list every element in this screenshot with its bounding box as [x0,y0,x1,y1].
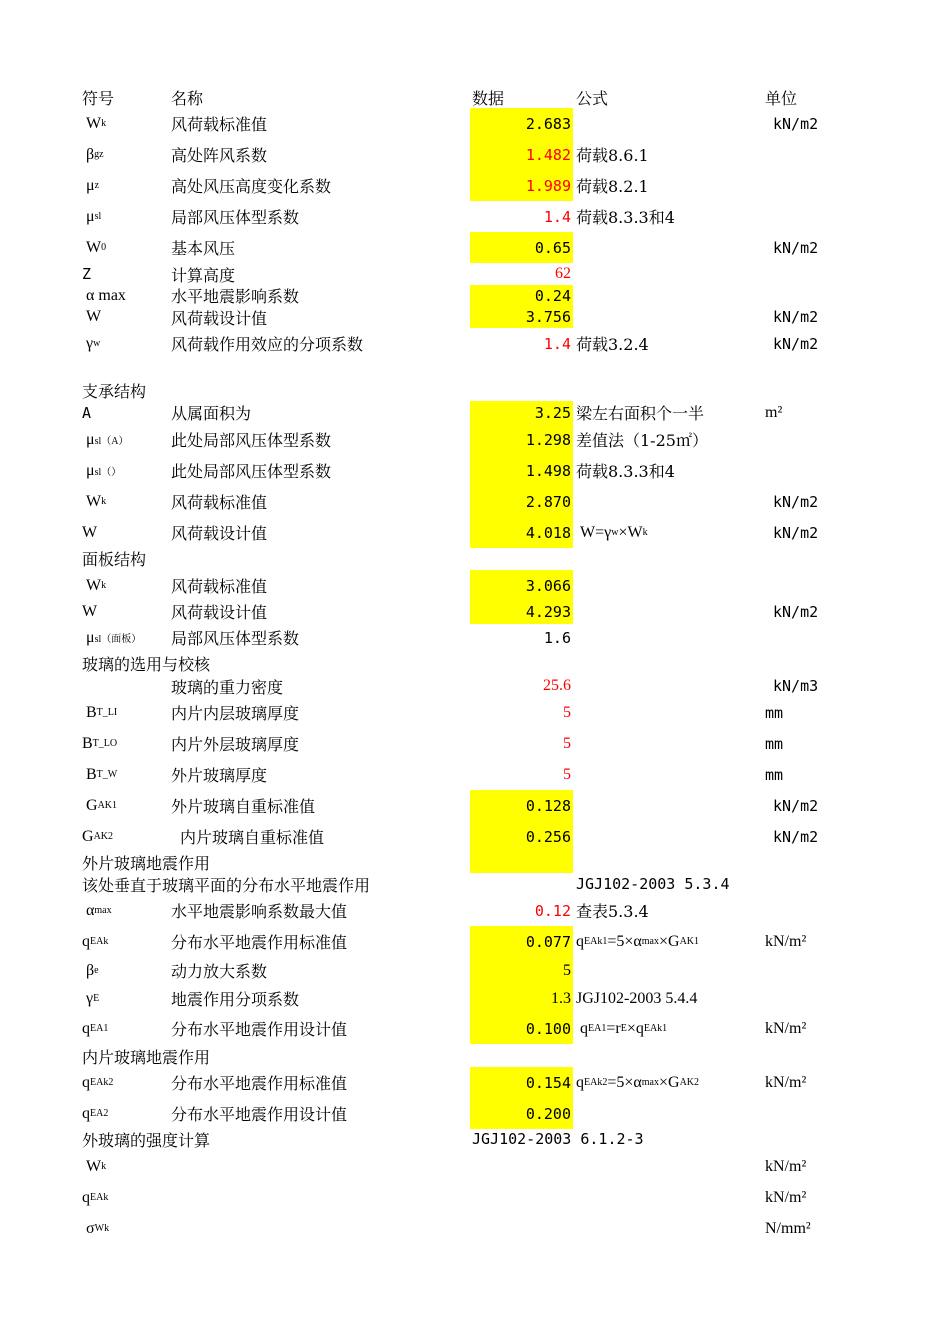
name-cell: 风荷载作用效应的分项系数 [171,335,364,354]
symbol-cell: B T_LO [82,734,118,752]
value-cell[interactable]: 0.200 [470,1098,573,1129]
table-row [0,517,950,548]
table-row [0,170,950,201]
header-name: 名称 [171,89,204,108]
symbol-cell: q EA2 [82,1104,109,1122]
name-cell: 此处局部风压体型系数 [171,462,332,481]
symbol-cell: β gz [86,145,104,163]
value-cell[interactable]: 3.066 [470,570,573,601]
formula-cell: q EAk2 =5×α max ×G AK2 [576,1073,700,1091]
table-row [0,328,950,359]
table-row [0,455,950,486]
unit-cell: kN/m2 [773,827,819,846]
highlight-cell [470,852,573,873]
unit-cell: mm [765,734,784,753]
symbol-cell: G AK2 [82,827,114,845]
symbol-cell: G AK1 [86,796,118,814]
symbol-cell: γ E [86,989,100,1007]
header-data: 数据 [472,89,505,108]
table-row [0,1098,950,1129]
unit-cell: kN/m2 [773,308,819,326]
formula-cell: 荷载8.3.3和4 [576,462,675,481]
value-cell[interactable]: 62 [555,265,571,282]
symbol-cell: μ z [86,176,100,194]
symbol-cell: W [86,308,102,325]
formula-cell: q EA1 =r E ×q EAk1 [580,1019,668,1037]
symbol-cell: B T_LI [86,703,118,721]
name-cell: 风荷载标准值 [171,577,268,596]
unit-cell: mm [765,765,784,784]
name-cell: 水平地震影响系数最大值 [171,902,348,921]
unit-cell: kN/m² [765,932,807,950]
table-row [0,728,950,759]
table-row [0,108,950,139]
table-row [0,285,950,306]
symbol-cell: W k [86,492,107,510]
table-row [0,1067,950,1098]
section-title [0,852,950,873]
table-row [0,926,950,957]
value-cell[interactable]: 2.683 [470,108,573,139]
value-cell[interactable]: 3.25 [470,401,573,424]
table-row [0,821,950,852]
value-cell[interactable]: 1.482 [470,139,573,170]
table-row [0,401,950,424]
value-cell[interactable]: 0.256 [470,821,573,852]
value-cell[interactable]: 1.989 [470,170,573,201]
unit-cell: kN/m² [765,1157,807,1175]
value-cell[interactable]: 5 [470,957,573,984]
header-formula: 公式 [576,89,609,108]
table-row [0,984,950,1013]
symbol-cell: α max [86,286,126,304]
table-row [0,697,950,728]
value-cell[interactable]: 3.756 [470,306,573,328]
section-title-text: 内片玻璃地震作用 [82,1047,211,1067]
formula-cell: 荷载3.2.4 [576,335,649,354]
value-cell[interactable]: 5 [563,734,571,752]
section-title [0,873,950,895]
value-cell[interactable]: 1.4 [543,207,571,226]
table-row [0,263,950,285]
name-cell: 水平地震影响系数 [171,287,300,306]
unit-cell: m² [765,403,783,421]
unit-cell: mm [765,703,784,722]
unit-cell: kN/m2 [773,523,819,542]
unit-cell: kN/m² [765,1188,807,1206]
symbol-cell: q EAk [82,1188,109,1206]
table-row [0,1213,950,1244]
table-row [0,486,950,517]
table-row [0,139,950,170]
name-cell: 分布水平地震作用标准值 [171,1074,348,1093]
name-cell: 风荷载设计值 [171,308,268,328]
name-cell: 高处阵风系数 [171,146,268,165]
unit-cell: kN/m2 [773,334,819,353]
symbol-cell: q EAk [82,932,109,950]
table-row [0,570,950,601]
formula-cell: W=γ w ×W k [580,523,648,541]
unit-cell: kN/m2 [773,492,819,511]
symbol-cell: A [82,403,92,422]
unit-cell: kN/m3 [773,677,819,695]
header-unit: 单位 [765,89,798,108]
table-row [0,895,950,926]
formula-cell: JGJ102-2003 5.3.4 [576,875,730,893]
symbol-cell: W k [86,1157,107,1175]
name-cell: 计算高度 [171,265,236,285]
unit-cell: N/mm² [765,1219,811,1237]
symbol-cell: q EAk2 [82,1073,114,1091]
value-cell[interactable]: 0.65 [470,232,573,263]
unit-cell: kN/m² [765,1019,807,1037]
section-title-text: 支承结构 [82,382,147,401]
value-cell[interactable]: 1.4 [543,334,571,353]
symbol-cell: Z [82,265,92,283]
table-row [0,759,950,790]
table-row [0,232,950,263]
value-cell[interactable]: 0.12 [534,901,571,920]
name-cell: 内片玻璃自重标准值 [180,828,325,847]
name-cell: 分布水平地震作用设计值 [171,1020,348,1039]
section-title-text: 外片玻璃地震作用 [82,854,211,873]
symbol-cell: β e [86,961,99,979]
table-row [0,1182,950,1213]
value-cell[interactable]: 1.3 [470,984,573,1013]
name-cell: 分布水平地震作用设计值 [171,1105,348,1124]
table-row [0,1013,950,1044]
symbol-cell: μ sl（A） [86,430,129,448]
value-cell[interactable]: 0.154 [470,1067,573,1098]
name-cell: 外片玻璃厚度 [171,766,268,785]
symbol-cell: W [82,602,98,620]
symbol-cell: σ Wk [86,1219,110,1237]
value-cell[interactable]: 2.870 [470,486,573,517]
value-cell[interactable]: 4.018 [470,517,573,548]
name-cell: 风荷载设计值 [171,603,268,622]
section-title-text: 外玻璃的强度计算 [82,1130,211,1150]
formula-cell: 查表5.3.4 [576,902,649,921]
symbol-cell: μ sl（面板） [86,628,142,646]
value-cell[interactable]: 1.6 [543,628,571,647]
name-cell: 局部风压体型系数 [171,208,300,227]
table-row [0,624,950,651]
formula-cell: 荷载8.6.1 [576,146,649,165]
name-cell: 内片外层玻璃厚度 [171,735,300,754]
symbol-cell: W [82,523,98,541]
value-cell[interactable]: 1.298 [470,424,573,455]
unit-cell: kN/m² [765,1073,807,1091]
symbol-cell: μ sl（） [86,461,122,479]
name-cell: 此处局部风压体型系数 [171,431,332,450]
formula-cell: q EAk1 =5×α max ×G AK1 [576,932,700,950]
section-title-text: 该处垂直于玻璃平面的分布水平地震作用 [82,875,371,895]
symbol-cell: q EA1 [82,1019,109,1037]
name-cell: 从属面积为 [171,404,252,423]
section-title [0,651,950,675]
table-row [0,599,950,624]
value-cell[interactable]: 4.293 [470,599,573,624]
value-cell[interactable]: 5 [563,765,571,783]
table-row [0,957,950,984]
value-cell[interactable]: 0.077 [470,926,573,957]
section-title-text: 玻璃的选用与校核 [82,654,211,674]
section-title [0,1044,950,1068]
header-symbol: 符号 [82,89,115,108]
reference-text: JGJ102-2003 6.1.2-3 [472,1130,644,1148]
formula-cell: 荷载8.2.1 [576,177,649,196]
name-cell: 外片玻璃自重标准值 [171,797,316,816]
formula-cell: 梁左右面积个一半 [576,404,705,423]
section-title [0,1127,950,1151]
unit-cell: kN/m2 [773,238,819,257]
name-cell: 局部风压体型系数 [171,629,300,648]
name-cell: 地震作用分项系数 [171,990,300,1009]
formula-cell: JGJ102-2003 5.4.4 [576,989,698,1007]
name-cell: 动力放大系数 [171,962,268,981]
formula-cell: 差值法（1-25㎡） [576,431,708,450]
symbol-cell: B T_W [86,765,118,783]
section-title [0,546,950,570]
table-row [0,1151,950,1182]
name-cell: 风荷载设计值 [171,524,268,543]
section-title-text: 面板结构 [82,549,147,569]
symbol-cell: W 0 [86,238,107,256]
symbol-cell: W k [86,576,107,594]
unit-cell: kN/m2 [773,602,819,621]
value-cell[interactable]: 0.100 [470,1013,573,1044]
name-cell: 分布水平地震作用标准值 [171,933,348,952]
value-cell[interactable]: 0.24 [470,285,573,306]
table-row [0,424,950,455]
unit-cell: kN/m2 [773,114,819,133]
value-cell[interactable]: 1.498 [470,455,573,486]
symbol-cell: α max [86,901,112,919]
formula-cell: 荷载8.3.3和4 [576,208,675,227]
unit-cell: kN/m2 [773,796,819,815]
value-cell[interactable]: 25.6 [543,677,571,694]
value-cell[interactable]: 5 [563,703,571,721]
table-row [0,306,950,328]
table-row [0,201,950,232]
table-row [0,673,950,699]
name-cell: 风荷载标准值 [171,493,268,512]
name-cell: 基本风压 [171,239,236,258]
symbol-cell: γ w [86,334,101,352]
value-cell[interactable]: 0.128 [470,790,573,821]
table-row [0,790,950,821]
symbol-cell: W k [86,114,107,132]
name-cell: 高处风压高度变化系数 [171,177,332,196]
symbol-cell: μ sl [86,207,102,225]
name-cell: 内片内层玻璃厚度 [171,704,300,723]
name-cell: 风荷载标准值 [171,115,268,134]
name-cell: 玻璃的重力密度 [171,677,284,697]
